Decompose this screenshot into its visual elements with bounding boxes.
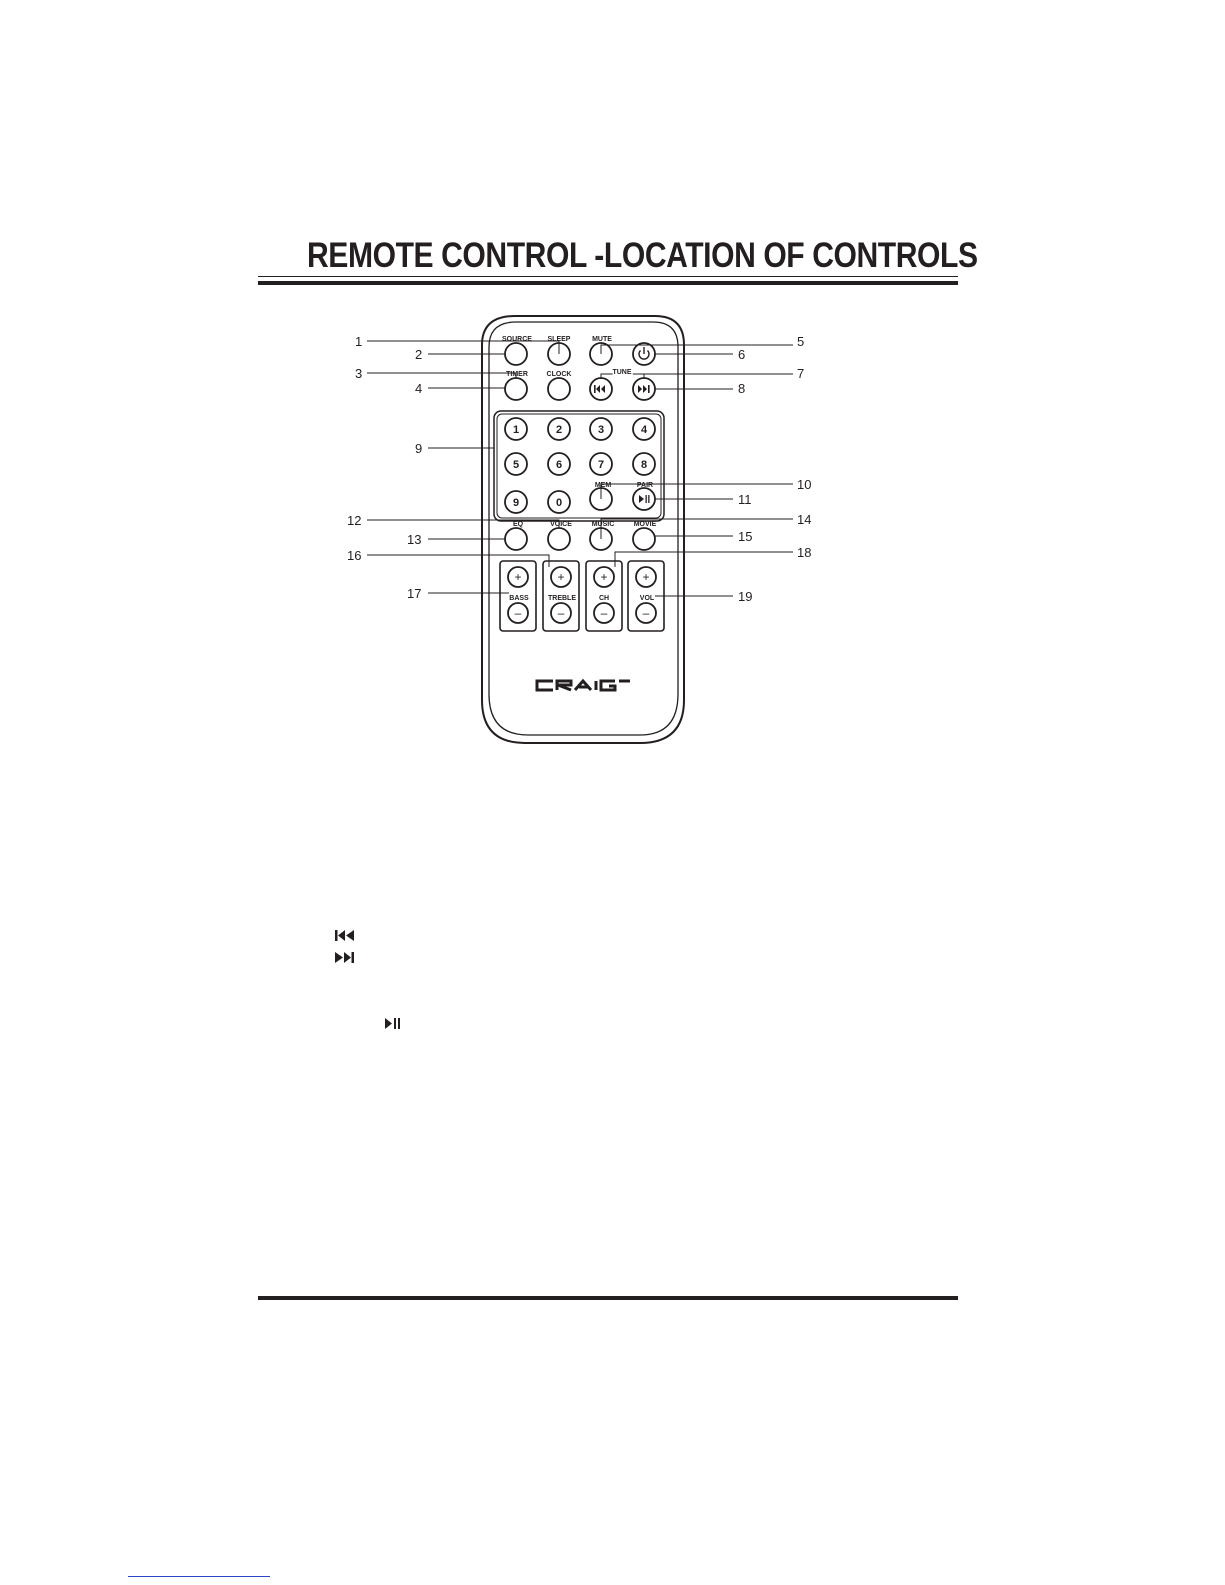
callout-2: 2 — [415, 347, 423, 362]
treble-minus-glyph: – — [557, 606, 565, 620]
treble-label: TREBLE — [548, 595, 576, 602]
digit-3-label: 3 — [597, 424, 605, 436]
digit-1-label: 1 — [512, 424, 520, 436]
page-title: REMOTE CONTROL -LOCATION OF CONTROLS — [307, 236, 978, 275]
tune-label: TUNE — [612, 369, 632, 376]
callout-7: 7 — [797, 366, 805, 381]
digit-8-label: 8 — [640, 459, 648, 471]
callout-15: 15 — [738, 529, 753, 544]
eq-label: EQ — [512, 521, 524, 528]
music-label: MUSIC — [591, 521, 615, 528]
source-label: SOURCE — [502, 336, 532, 343]
digit-9-label: 9 — [512, 497, 520, 509]
ch-plus-glyph: + — [600, 570, 608, 584]
voice-label: VOICE — [550, 521, 572, 528]
callout-5: 5 — [797, 334, 805, 349]
play-pause-icon — [383, 1016, 407, 1032]
treble-plus-glyph: + — [557, 570, 565, 584]
movie-label: MOVIE — [633, 521, 657, 528]
pair-label: PAIR — [636, 482, 654, 489]
callout-12: 12 — [347, 513, 362, 528]
digit-7-label: 7 — [597, 459, 605, 471]
bass-plus-glyph: + — [514, 570, 522, 584]
digit-4-label: 4 — [640, 424, 648, 436]
callout-8: 8 — [738, 381, 746, 396]
digit-2-label: 2 — [555, 424, 563, 436]
callout-9: 9 — [415, 441, 423, 456]
digit-5-label: 5 — [512, 459, 520, 471]
ch-label: CH — [598, 595, 610, 602]
source-button[interactable] — [505, 343, 527, 365]
timer-button[interactable] — [505, 378, 527, 400]
voice-button[interactable] — [548, 528, 570, 550]
callout-14: 14 — [797, 512, 812, 527]
callout-19: 19 — [738, 589, 753, 604]
digit-6-label: 6 — [555, 459, 563, 471]
digit-0-label: 0 — [555, 497, 563, 509]
bottom-rule — [258, 1296, 958, 1300]
clock-label: CLOCK — [546, 371, 572, 378]
mute-label: MUTE — [592, 336, 612, 343]
vol-minus-glyph: – — [642, 606, 650, 620]
callout-1: 1 — [355, 334, 363, 349]
leader-5 — [601, 345, 793, 354]
next-track-icon — [333, 950, 363, 966]
callout-18: 18 — [797, 545, 812, 560]
callout-11: 11 — [738, 492, 752, 507]
callout-16: 16 — [347, 548, 362, 563]
timer-label: TIMER — [506, 371, 528, 378]
bass-minus-glyph: – — [514, 606, 522, 620]
leader-3 — [367, 373, 516, 378]
bass-label: BASS — [509, 595, 529, 602]
movie-button[interactable] — [633, 528, 655, 550]
mem-label: MEM — [594, 482, 612, 489]
callout-4: 4 — [415, 381, 423, 396]
vol-label: VOL — [639, 595, 655, 602]
callout-17: 17 — [407, 586, 422, 601]
leader-10 — [601, 484, 793, 499]
callout-10: 10 — [797, 477, 812, 492]
vol-plus-glyph: + — [642, 570, 650, 584]
clock-button[interactable] — [548, 378, 570, 400]
sleep-label: SLEEP — [547, 336, 571, 343]
eq-button[interactable] — [505, 528, 527, 550]
callout-6: 6 — [738, 347, 746, 362]
previous-track-icon — [333, 928, 363, 944]
callout-13: 13 — [407, 532, 422, 547]
callout-3: 3 — [355, 366, 363, 381]
leader-18 — [615, 552, 793, 567]
ch-minus-glyph: – — [600, 606, 608, 620]
craig-logo — [537, 681, 630, 690]
footer-link-underline — [128, 1576, 270, 1577]
